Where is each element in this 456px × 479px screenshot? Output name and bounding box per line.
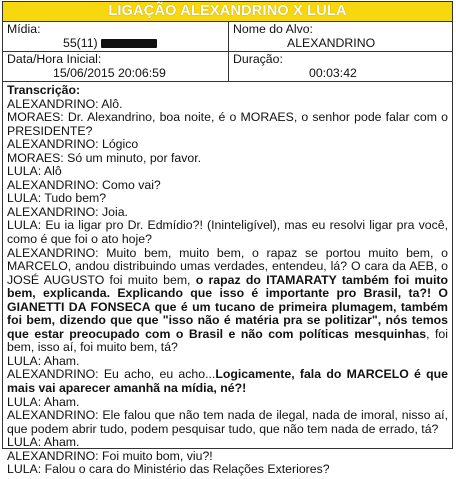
transcript-text: LULA: Eu ia ligar pro Dr. Edmídio?! (Ininteligível), mas eu resolvi ligar pra você, como é que foi o ato hoje? — [7, 218, 448, 247]
nome-alvo-value: ALEXANDRINO — [287, 35, 376, 50]
transcript-text: ALEXANDRINO: Eu acho, eu acho... — [7, 367, 216, 382]
transcript-text: ALEXANDRINO: Joia. — [7, 204, 128, 219]
transcript-line — [7, 111, 448, 138]
transcript-text: LULA: Aham. — [7, 394, 80, 409]
duracao-value: 00:03:42 — [309, 65, 357, 80]
transcript-line — [7, 165, 448, 179]
transcript-text: ALEXANDRINO: Lógico — [7, 137, 139, 152]
transcript-text: ALEXANDRINO: Como vai? — [7, 177, 161, 192]
transcript-text: ALEXANDRINO: Foi muito bom, viu?! — [7, 448, 213, 463]
midia-value-wrap — [7, 37, 224, 51]
transcript-line — [7, 179, 448, 193]
transcript-line — [7, 152, 448, 166]
transcript-text: MORAES: Dr. Alexandrino, boa noite, é o MORAES, o senhor pode falar com o PRESIDENTE? — [7, 110, 448, 138]
midia-value: 55(11) — [63, 35, 98, 50]
transcript-body — [3, 82, 452, 479]
transcript-text: LULA: Aham. — [7, 353, 80, 368]
data-hora-value: 15/06/2015 20:06:59 — [53, 65, 166, 80]
duracao-cell — [229, 52, 452, 81]
transcript-text: ALEXANDRINO: Muito bem, muito bem, o rapaz se portou muito bem, o MARCELO, andou distribuindo umas verdades, entendeu, lá? O cara da AEB, o JOSÉ AUGUSTO foi muito bem, — [7, 245, 448, 287]
transcript-text: LULA: Alô — [7, 164, 62, 179]
header-row-1 — [3, 22, 452, 52]
nome-alvo-label: Nome do Alvo: — [233, 22, 313, 36]
data-hora-label: Data/Hora Inicial: — [7, 52, 102, 66]
transcript-line — [7, 436, 448, 450]
transcript-text: ALEXANDRINO: Ele falou que não tem nada de ilegal, nada de imoral, nisso aí, que podem abrir tudo, podem pesquisar tudo, que não tem nada de errado, tá? — [7, 408, 448, 436]
header-row-2 — [3, 52, 452, 82]
transcript-highlight: o rapaz do ITAMARATY também foi muito bem, explicanda. Explicando que isso é importante pro Brasil, ta?! O GIANETTI DA FONSECA que é um tucano de primeira plumagem, também foi bem, dizendo que que "isso não é matéria pra se politizar", nós temos que estar preocupado com o Brasil e não com políticas mesquinhas — [7, 272, 448, 341]
transcript-text: LULA: Aham. — [7, 435, 80, 450]
redaction-bar — [101, 39, 157, 48]
transcript-document — [2, 1, 453, 477]
transcript-highlight: Logicamente, fala do MARCELO é que mais vai aparecer amanhã na mídia, né?! — [7, 367, 449, 396]
duracao-label: Duração: — [233, 52, 283, 66]
transcript-heading: Transcrição: — [7, 83, 81, 97]
transcript-text: LULA: Tudo bem? — [7, 191, 107, 206]
transcript-text: , foi bem, isso aí, foi muito bem, tá? — [7, 326, 449, 355]
transcript-line — [7, 463, 448, 477]
document-title: LIGAÇÃO ALEXANDRINO X LULA — [3, 2, 452, 22]
nome-alvo-cell — [229, 22, 452, 51]
transcript-text: ALEXANDRINO: Alô. — [7, 96, 123, 111]
transcript-text: LULA: Falou o cara do Ministério das Relações Exteriores? — [7, 462, 330, 477]
transcript-line — [7, 138, 448, 152]
transcript-line — [7, 98, 448, 112]
data-hora-cell — [3, 52, 229, 81]
midia-cell — [3, 22, 229, 51]
transcript-line — [7, 396, 448, 410]
transcript-line — [7, 206, 448, 220]
transcript-line — [7, 192, 448, 206]
transcript-line — [7, 409, 448, 436]
transcript-lines — [7, 98, 448, 477]
transcript-line — [7, 247, 448, 355]
transcript-text: MORAES: Só um minuto, por favor. — [7, 150, 202, 165]
transcript-line — [7, 368, 448, 395]
midia-label: Mídia: — [7, 22, 41, 36]
transcript-line — [7, 355, 448, 369]
transcript-line — [7, 219, 448, 246]
